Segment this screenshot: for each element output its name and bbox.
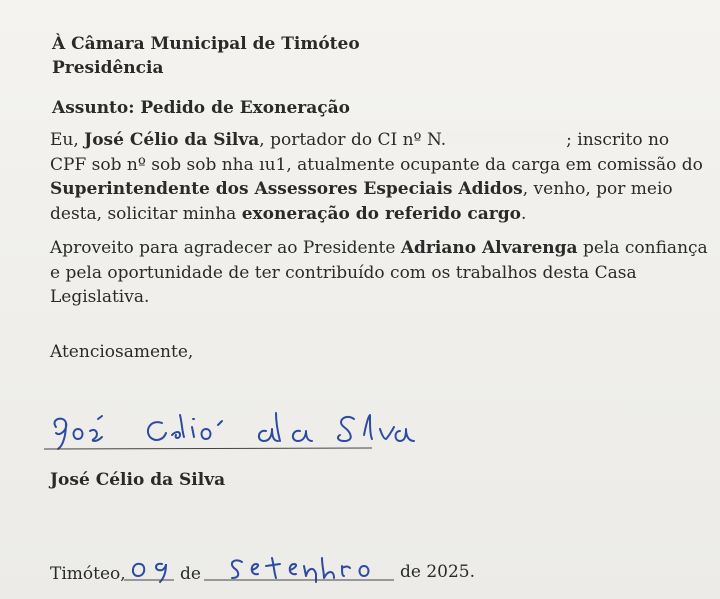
request-highlight: exoneração do referido cargo bbox=[241, 203, 521, 224]
paragraph-thanks-line-3: Legislativa. bbox=[50, 287, 150, 307]
paragraph-thanks-line-2: e pela oportunidade de ter contribuído com os trabalhos desta Casa bbox=[50, 262, 637, 283]
handwritten-month bbox=[204, 554, 399, 586]
president-name: Adriano Alvarenga bbox=[400, 238, 578, 258]
paragraph-request-line-2: CPF sob nº sob sob nha ıu1, atualmente ocupante da carga em comissão do bbox=[50, 154, 703, 175]
recipient-line: À Câmara Municipal de Timóteo bbox=[52, 34, 360, 54]
paragraph-request-line-3: Superintendente dos Assessores Especiais Adidos, venho, por meio bbox=[50, 179, 673, 199]
position-title: Superintendente dos Assessores Especiais Adidos bbox=[50, 179, 523, 199]
author-name: José Célio da Silva bbox=[84, 130, 260, 150]
paragraph-thanks-line-1: Aproveito para agradecer ao Presidente Adriano Alvarenga pela confiança bbox=[50, 238, 708, 258]
subject-line: Assunto: Pedido de Exoneração bbox=[52, 98, 350, 118]
redacted-area bbox=[446, 131, 566, 145]
date-de-1: de bbox=[180, 564, 201, 584]
date-city: Timóteo, bbox=[50, 564, 126, 584]
printed-name: José Célio da Silva bbox=[50, 470, 226, 490]
paragraph-request-line-4: desta, solicitar minha exoneração do referido cargo. bbox=[50, 203, 527, 224]
date-year: de 2025. bbox=[400, 562, 476, 582]
closing-line: Atenciosamente, bbox=[50, 342, 194, 362]
handwritten-day bbox=[124, 556, 184, 586]
handwritten-signature bbox=[42, 405, 422, 455]
department-line: Presidência bbox=[52, 58, 164, 78]
paragraph-request-line-1: Eu, José Célio da Silva, portador do CI nº N. ; inscrito no bbox=[50, 130, 670, 150]
